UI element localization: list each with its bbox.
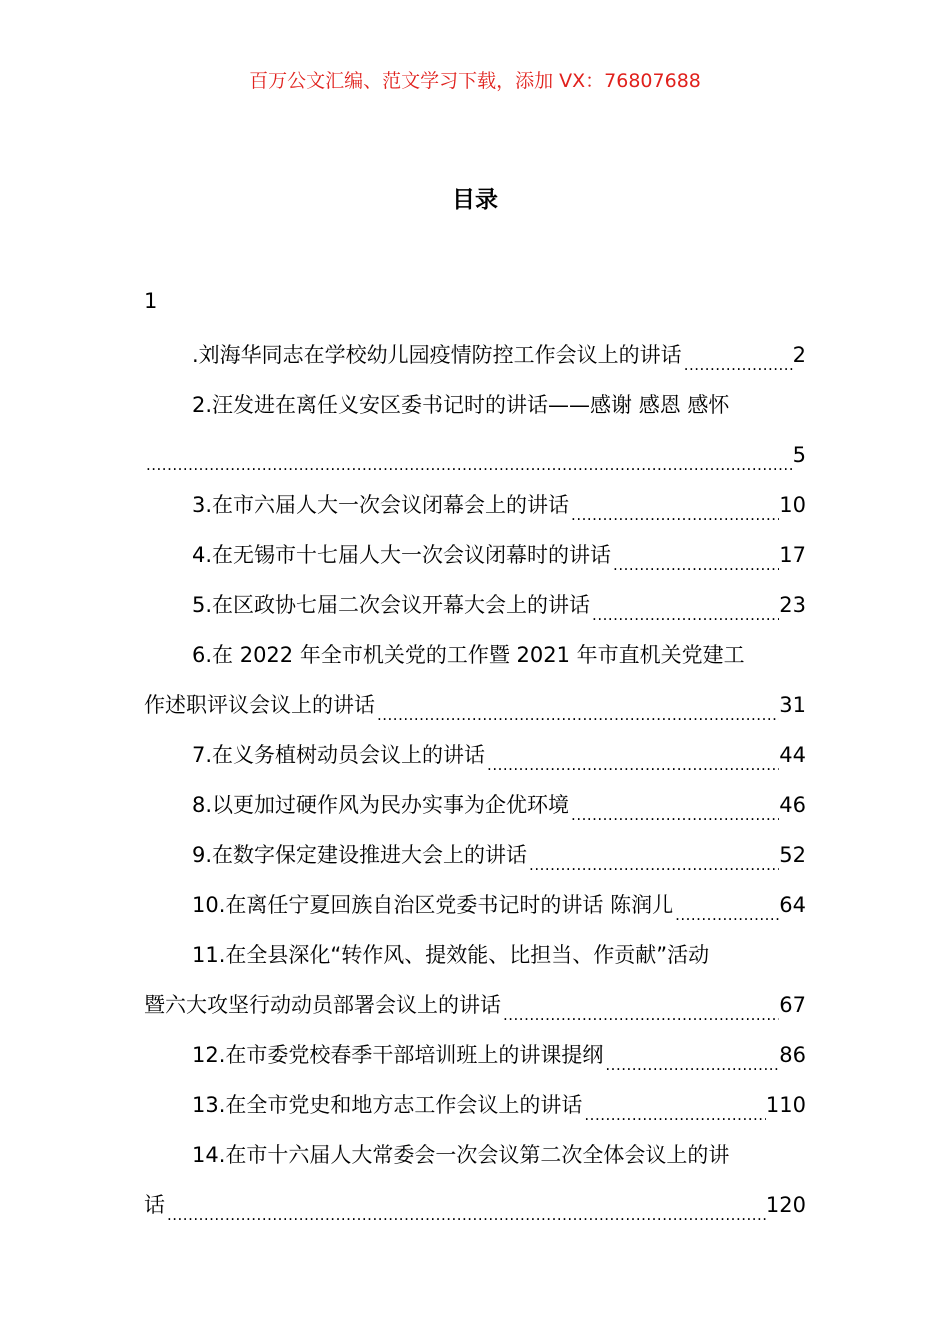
toc-entry[interactable] (144, 1030, 806, 1080)
toc-entry[interactable] (144, 780, 806, 830)
toc-entry[interactable] (144, 1080, 806, 1130)
toc-entry-page: 46 (779, 793, 806, 817)
toc-entry[interactable] (144, 630, 806, 680)
toc-leader-dots (375, 700, 779, 730)
toc-entry[interactable] (144, 580, 806, 630)
toc-entry-title: 8.以更加过硬作风为民办实事为企优环境 (192, 793, 570, 817)
toc-entry-title: 9.在数字保定建设推进大会上的讲话 (192, 843, 528, 867)
toc-entry-page: 110 (765, 1093, 806, 1117)
toc-leader-dots (603, 1050, 779, 1080)
toc-entry-title: 12.在市委党校春季干部培训班上的讲课提纲 (192, 1043, 604, 1067)
toc-leader-dots (673, 900, 779, 930)
toc-entry-page: 67 (779, 993, 806, 1017)
toc-leader-dots (590, 600, 779, 630)
toc-entry-continuation[interactable] (144, 680, 806, 730)
toc-entry-page: 23 (779, 593, 806, 617)
toc-entry[interactable] (144, 880, 806, 930)
toc-leader-dots (582, 1100, 766, 1130)
toc-entry[interactable] (144, 830, 806, 880)
toc-entry[interactable] (144, 930, 806, 980)
toc-entry-page: 2 (792, 343, 806, 367)
toc-entry[interactable] (144, 1130, 806, 1180)
toc-entry-title: 13.在全市党史和地方志工作会议上的讲话 (192, 1093, 583, 1117)
toc-entry-page: 86 (779, 1043, 806, 1067)
toc-entry-title-continued: 话 (144, 1193, 165, 1217)
toc-leader-dots (682, 350, 793, 380)
toc-leader-dots (144, 450, 793, 480)
toc-entry-title: 5.在区政协七届二次会议开幕大会上的讲话 (192, 593, 591, 617)
toc-entry-title: 14.在市十六届人大常委会一次会议第二次全体会议上的讲 (192, 1143, 730, 1167)
toc-entry-continuation[interactable] (144, 980, 806, 1030)
toc-leader-dots (611, 550, 779, 580)
toc-entry-title-continued: 暨六大攻坚行动动员部署会议上的讲话 (144, 993, 501, 1017)
toc-entry[interactable] (144, 530, 806, 580)
table-of-contents (144, 330, 806, 1230)
toc-leader-dots (165, 1200, 766, 1230)
toc-leader-dots (527, 850, 779, 880)
section-number: 1 (144, 289, 158, 313)
toc-entry-page: 120 (765, 1193, 806, 1217)
toc-entry-page: 10 (779, 493, 806, 517)
toc-entry-title: 7.在义务植树动员会议上的讲话 (192, 743, 486, 767)
toc-leader-dots (485, 750, 779, 780)
toc-entry-title: 10.在离任宁夏回族自治区党委书记时的讲话 陈润儿 (192, 893, 674, 917)
toc-entry-page: 52 (779, 843, 806, 867)
toc-leader-dots (501, 1000, 779, 1030)
toc-entry-page: 64 (779, 893, 806, 917)
toc-entry[interactable] (144, 330, 806, 380)
toc-entry-title: 4.在无锡市十七届人大一次会议闭幕时的讲话 (192, 543, 612, 567)
toc-entry-continuation[interactable] (144, 430, 806, 480)
toc-entry-page: 44 (779, 743, 806, 767)
toc-leader-dots (569, 500, 779, 530)
toc-entry-page: 31 (779, 693, 806, 717)
toc-entry-title-continued: 作述职评议会议上的讲话 (144, 693, 375, 717)
toc-entry-page: 5 (792, 443, 806, 467)
toc-entry-title: 3.在市六届人大一次会议闭幕会上的讲话 (192, 493, 570, 517)
toc-entry-page: 17 (779, 543, 806, 567)
header-banner: 百万公文汇编、范文学习下载，添加 VX：76807688 (249, 70, 701, 92)
toc-entry-title: .刘海华同志在学校幼儿园疫情防控工作会议上的讲话 (192, 343, 682, 367)
toc-entry-title: 11.在全县深化“转作风、提效能、比担当、作贡献”活动 (192, 943, 710, 967)
toc-entry[interactable] (144, 380, 806, 430)
toc-entry-title: 2.汪发进在离任义安区委书记时的讲话——感谢 感恩 感怀 (192, 393, 730, 417)
toc-entry-continuation[interactable] (144, 1180, 806, 1230)
page-title: 目录 (452, 187, 498, 213)
toc-entry[interactable] (144, 730, 806, 780)
toc-leader-dots (569, 800, 779, 830)
toc-entry-title: 6.在 2022 年全市机关党的工作暨 2021 年市直机关党建工 (192, 643, 745, 667)
toc-entry[interactable] (144, 480, 806, 530)
